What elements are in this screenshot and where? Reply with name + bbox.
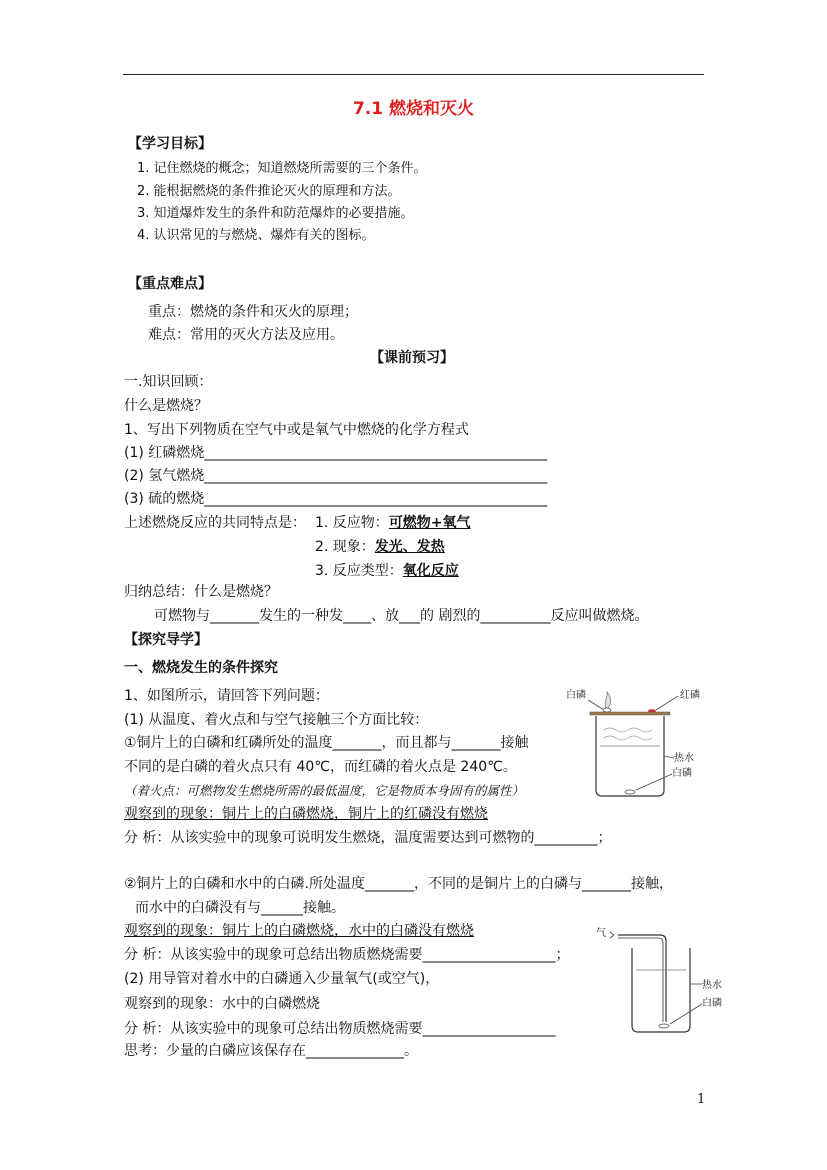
what-is-combustion: 什么是燃烧？ bbox=[124, 398, 208, 414]
feature-3-value: 氧化反应 bbox=[402, 563, 459, 579]
steam-icon bbox=[604, 728, 652, 732]
flame-icon bbox=[605, 692, 611, 708]
feature-3 bbox=[315, 563, 459, 580]
comparison-1-line-2: 不同的是白磷的着火点只有 40℃，而红磷的着火点是 240℃。 bbox=[124, 759, 517, 775]
reaction-sulfur: (3) 硫的燃烧_________________________________________________ bbox=[124, 491, 548, 507]
goal-item-1: 1. 记住燃烧的概念；知道燃烧所需要的三个条件。 bbox=[137, 161, 427, 176]
submerged-white-phosphorus-2-icon bbox=[659, 1024, 669, 1028]
figure1-label-white-phosphorus: 白磷 bbox=[566, 690, 586, 701]
submerged-white-phosphorus-icon bbox=[625, 790, 635, 794]
copper-plate-icon bbox=[590, 712, 670, 715]
steam-icon-2 bbox=[604, 736, 652, 740]
arrow-right-icon bbox=[610, 932, 614, 938]
preview-heading: 【课前预习】 bbox=[370, 350, 454, 366]
goals-heading: 【学习目标】 bbox=[128, 136, 212, 152]
page-title: 7.1 燃烧和灭火 bbox=[352, 99, 475, 119]
feature-1-label: 1. 反应物： bbox=[315, 515, 389, 531]
combustion-definition: 可燃物与_______发生的一种发____、放___的 剧烈的__________反应叫做燃烧。 bbox=[154, 608, 649, 624]
explore-question-1: 1、如图所示，请回答下列问题： bbox=[124, 688, 329, 704]
gas-tube-experiment-figure bbox=[592, 922, 732, 1037]
observation-3: 观察到的现象：水中的白磷燃烧 bbox=[124, 996, 320, 1012]
figure2-label-hot-water: 热水 bbox=[702, 980, 722, 991]
reaction-red-phosphorus: (1) 红磷燃烧_________________________________________________ bbox=[124, 445, 548, 461]
beaker-icon bbox=[596, 716, 664, 796]
observation-2-text: 观察到的现象：铜片上的白磷燃烧，水中的白磷没有燃烧 bbox=[124, 923, 474, 939]
observation-2 bbox=[124, 923, 474, 940]
feature-1 bbox=[315, 515, 471, 532]
feature-3-label: 3. 反应类型： bbox=[315, 563, 403, 579]
figure1-label-white-phosphorus-2: 白磷 bbox=[672, 768, 692, 779]
figure2-pointer-white bbox=[670, 1004, 702, 1024]
gas-tube-icon bbox=[618, 935, 666, 1022]
figure2-label-gas: 气 bbox=[596, 928, 606, 939]
figure2-label-white-phosphorus: 白磷 bbox=[702, 998, 722, 1009]
gas-tube-inner bbox=[618, 938, 663, 1022]
question-1: 1、写出下列物质在空气中或是氧气中燃烧的化学方程式 bbox=[124, 422, 469, 438]
review-label: 一.知识回顾： bbox=[124, 374, 213, 390]
observation-1-text: 观察到的现象：铜片上的白磷燃烧，铜片上的红磷没有燃烧 bbox=[124, 806, 488, 822]
figure1-label-hot-water: 热水 bbox=[674, 753, 694, 764]
beaker-2-icon bbox=[632, 948, 690, 1032]
explore-heading: 【探究导学】 bbox=[124, 632, 208, 648]
goal-item-4: 4. 认识常见的与燃烧、爆炸有关的图标。 bbox=[137, 228, 375, 243]
feature-2-value: 发光、发热 bbox=[374, 539, 445, 555]
beaker-experiment-figure bbox=[560, 686, 720, 801]
keypoint-difficult: 难点：常用的灭火方法及应用。 bbox=[148, 327, 344, 343]
keypoints-heading: 【重点难点】 bbox=[128, 276, 212, 292]
summary-question: 归纳总结：什么是燃烧？ bbox=[124, 584, 278, 600]
explore-question-1a: (1) 从温度、着火点和与空气接触三个方面比较： bbox=[124, 712, 429, 728]
analysis-1: 分 析：从该实验中的现象可说明发生燃烧，温度需要达到可燃物的_________； bbox=[124, 830, 612, 846]
comparison-2-line-1: ②铜片上的白磷和水中的白磷.所处温度_______，不同的是铜片上的白磷与_______接触， bbox=[124, 876, 673, 892]
figure1-label-red-phosphorus: 红磷 bbox=[680, 690, 700, 701]
analysis-2: 分 析：从该实验中的现象可总结出物质燃烧需要___________________； bbox=[124, 947, 570, 963]
figure1-pointer-red bbox=[656, 696, 678, 710]
ignition-point-note: （着火点：可燃物发生燃烧所需的最低温度，它是物质本身固有的属性） bbox=[124, 783, 525, 798]
figure1-pointer-white bbox=[588, 700, 604, 710]
feature-1-value: 可燃物+氧气 bbox=[388, 515, 471, 531]
section-1-heading: 一、燃烧发生的条件探究 bbox=[124, 660, 278, 676]
page-number: 1 bbox=[697, 1092, 706, 1107]
figure1-pointer-white2 bbox=[636, 774, 672, 790]
feature-2-label: 2. 现象： bbox=[315, 539, 375, 555]
comparison-2-line-2: 而水中的白磷没有与______接触。 bbox=[135, 900, 345, 916]
think-question: 思考：少量的白磷应该保存在______________。 bbox=[124, 1043, 418, 1059]
reaction-hydrogen: (2) 氢气燃烧_________________________________________________ bbox=[124, 468, 548, 484]
comparison-1-line-1: ①铜片上的白磷和红磷所处的温度_______，而且都与_______接触 bbox=[124, 735, 529, 751]
figure1-pointer-hot bbox=[664, 756, 674, 758]
common-features-label: 上述燃烧反应的共同特点是： bbox=[124, 515, 306, 531]
explore-question-1b: (2) 用导管对着水中的白磷通入少量氧气(或空气)， bbox=[124, 971, 440, 987]
feature-2 bbox=[315, 539, 445, 556]
goal-item-2: 2. 能根据燃烧的条件推论灭火的原理和方法。 bbox=[137, 184, 401, 199]
goal-item-3: 3. 知道爆炸发生的条件和防范爆炸的必要措施。 bbox=[137, 206, 414, 221]
keypoint-key: 重点：燃烧的条件和灭火的原理； bbox=[148, 304, 358, 320]
analysis-3: 分 析：从该实验中的现象可总结出物质燃烧需要___________________ bbox=[124, 1021, 556, 1037]
white-phosphorus-icon bbox=[603, 708, 611, 712]
observation-1 bbox=[124, 806, 488, 823]
header-rule bbox=[123, 74, 704, 75]
